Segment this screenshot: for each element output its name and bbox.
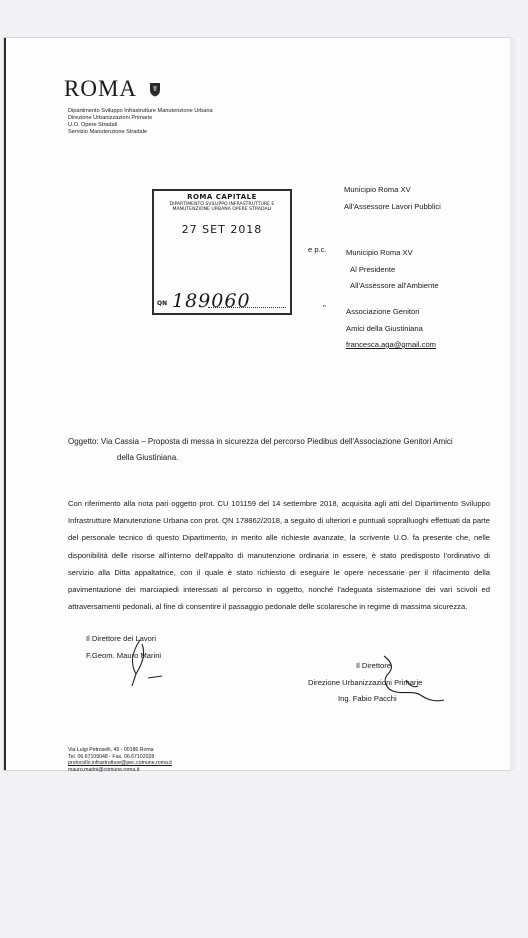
- ditto-mark: ": [323, 304, 326, 313]
- recipient-line: All'Assessore Lavori Pubblici: [344, 201, 441, 211]
- recipient-email[interactable]: francesca.aga@gmail.com: [346, 340, 437, 349]
- subject-line: Via Cassia – Proposta di messa in sicurezza del percorso Piedibus dell'Associazione Genitori Amici: [100, 437, 453, 446]
- signature-office: Direzione Urbanizzazioni Primarie: [308, 677, 423, 687]
- protocol-stamp: [152, 189, 292, 315]
- recipient-third: [346, 304, 436, 354]
- handwritten-signature-left: [112, 634, 170, 690]
- document-page: [4, 38, 510, 773]
- stamp-protocol-label: QN: [157, 300, 168, 307]
- department-line: U.O. Opere Stradali: [68, 122, 118, 128]
- stamp-protocol-number: 189060: [172, 290, 251, 312]
- stamp-title: ROMA CAPITALE: [187, 193, 257, 201]
- stamp-date: 27 SET 2018: [181, 223, 263, 236]
- roma-crest-icon: [149, 82, 161, 97]
- department-line: Dipartimento Sviluppo Infrastrutture Manutenzione Urbana: [68, 108, 213, 114]
- stamp-dotted-line: [208, 307, 286, 308]
- subject-label: Oggetto:: [68, 437, 99, 446]
- signature-role: Il Direttore: [356, 661, 392, 670]
- signature-role: Il Direttore dei Lavori: [86, 634, 157, 643]
- roma-logo: ROMA: [64, 76, 138, 101]
- recipient-line: Municipio Roma XV: [344, 185, 411, 194]
- signature-name: F.Geom. Mauro Marini: [86, 650, 162, 660]
- subject-line: della Giustiniana.: [117, 453, 179, 462]
- footer-address: Via Luigi Petroselli, 45 - 00186 Roma: [68, 747, 154, 753]
- footer-phone: Tel. 06.67109048 - Fax. 06.67102028: [68, 753, 155, 760]
- department-block: [68, 108, 213, 136]
- recipient-line: Amici della Giustiniana: [346, 323, 423, 333]
- footer-contacts: [68, 747, 172, 773]
- footer-pec-link[interactable]: protocollo.infrastrutture@pec.comune.roma.it: [68, 760, 172, 767]
- recipient-primary: [344, 182, 441, 215]
- signature-name: Ing. Fabio Pacchi: [338, 694, 397, 703]
- department-line: Direzione Urbanizzazioni Primarie: [68, 115, 153, 121]
- recipient-line: Municipio Roma XV: [346, 248, 413, 257]
- letterhead: [64, 76, 161, 102]
- recipient-line: All'Assessore all'Ambiente: [350, 281, 439, 290]
- letter-body: Con riferimento alla nota pari oggetto prot. CU 101159 del 14 settembre 2018, acquisita agli atti del Dipartimento Sviluppo Infrastrutture Manutenzione Urbana con prot. QN 178862/2018, a seguito di ulteriori e puntuali sopralluoghi effettuati da parte del personale tecnico di questo Dipartimento, in merito alle richieste avanzate, la scrivente U.O. fa presente che, nelle disponibilità delle risorse all'interno dell'appalto di manutenzione ordinaria in essere, è stato predisposto l'ordinativo di servizio alla Ditta appaltatrice, con il quale è stato richiesto di eseguire le opere necessarie per il rifacimento della pavimentazione dei marciapiedi interessati al percorso in oggetto, nonché l'adeguata sistemazione dei vari scivoli ed attraversamenti pedonali, al fine di consentire il passaggio pedonale delle scolaresche in regime di massima sicurezza.: [68, 499, 490, 612]
- stamp-subtitle: DIPARTIMENTO SVILUPPO INFRASTRUTTURE E MANUTENZIONE URBANA OPERE STRADALI: [169, 202, 275, 212]
- handwritten-signature-right: [366, 650, 446, 708]
- recipient-line: Al Presidente: [350, 264, 396, 274]
- subject: [68, 434, 468, 466]
- recipient-line: Associazione Genitori: [346, 307, 420, 316]
- recipient-cc: [346, 245, 439, 295]
- department-line: Servizio Manutenzione Stradale: [68, 129, 147, 135]
- footer-email[interactable]: mauro.marini@comune.roma.it: [68, 766, 140, 773]
- cc-label: e p.c.: [308, 245, 327, 254]
